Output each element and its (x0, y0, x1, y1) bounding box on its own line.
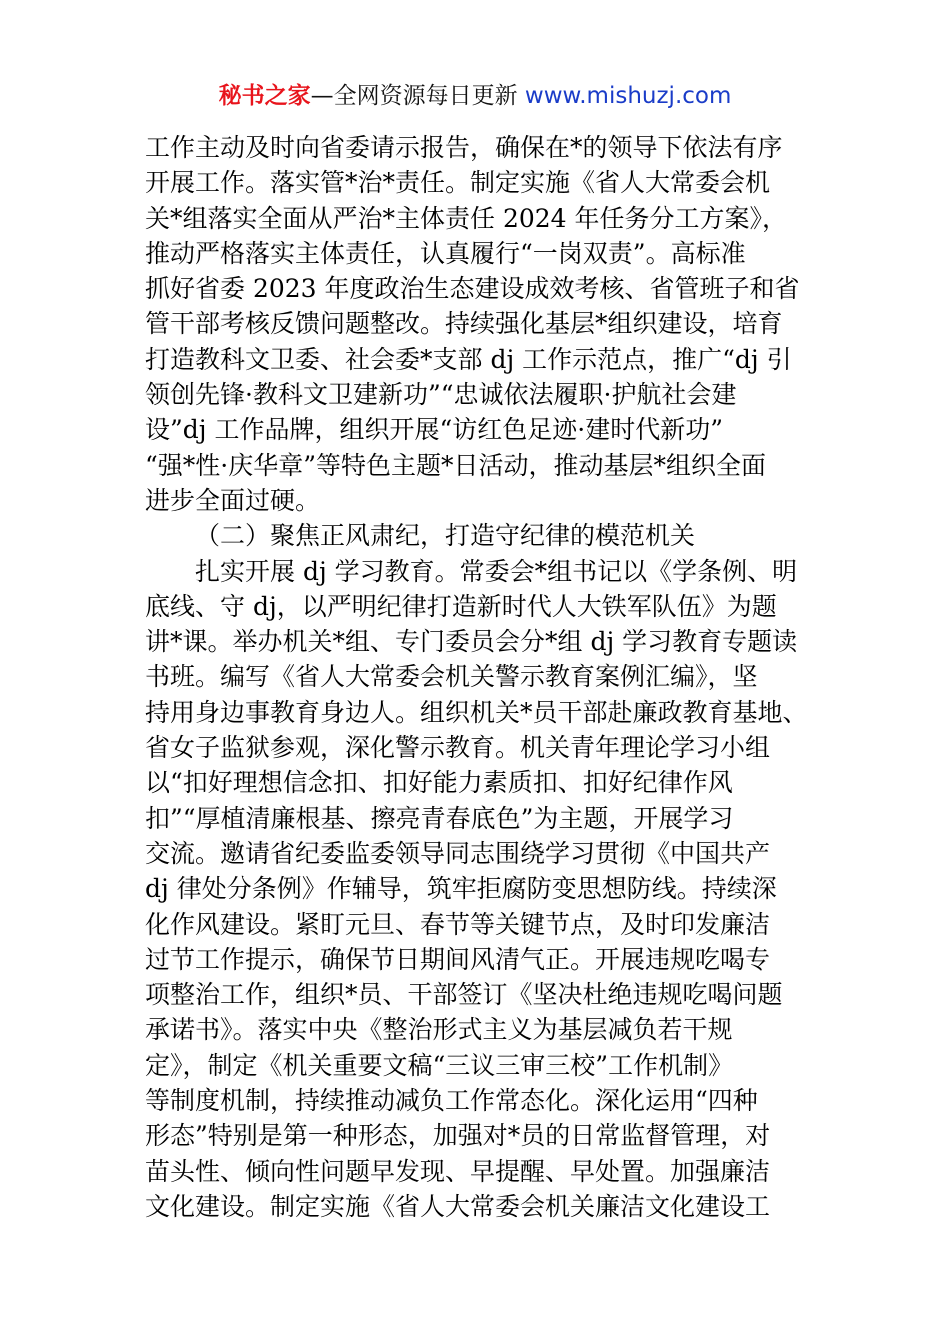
brand-name: 秘书之家 (218, 83, 311, 109)
text-line: 交流。邀请省纪委监委领导同志围绕学习贯彻《中国共产 (145, 838, 771, 868)
text-line: dj 律处分条例》作辅导，筑牢拒腐防变思想防线。持续深 (145, 874, 777, 904)
text-line: 文化建设。制定实施《省人大常委会机关廉洁文化建设工 (145, 1191, 771, 1221)
text-line: “强*性·庆华章”等特色主题*日活动，推动基层*组织全面 (145, 450, 767, 480)
text-line: 过节工作提示，确保节日期间风清气正。开展违规吃喝专 (145, 944, 771, 974)
text-line: 工作主动及时向省委请示报告，确保在*的领导下依法有序 (145, 133, 783, 162)
text-line: 打造教科文卫委、社会委*支部 dj 工作示范点，推广“dj 引 (145, 344, 792, 374)
text-line: 项整治工作，组织*员、干部签订《坚决杜绝违规吃喝问题 (145, 980, 783, 1010)
text-line: 定》，制定《机关重要文稿“三议三审三校”工作机制》 (145, 1050, 734, 1080)
text-line: 扣”“厚植清廉根基、擦亮青春底色”为主题，开展学习 (145, 803, 734, 833)
text-line: 承诺书》。落实中央《整治形式主义为基层减负若干规 (145, 1015, 733, 1045)
text-line: 持用身边事教育身边人。组织机关*员干部赴廉政教育基地、 (145, 697, 808, 727)
text-line: 讲*课。举办机关*组、专门委员会分*组 dj 学习教育专题读 (145, 627, 798, 657)
text-line: 化作风建设。紧盯元旦、春节等关键节点，及时印发廉洁 (145, 909, 771, 939)
text-line: 书班。编写《省人大常委会机关警示教育案例汇编》，坚 (145, 662, 758, 692)
text-line: 关*组落实全面从严治*主体责任 2024 年任务分工方案》， (145, 203, 788, 233)
text-line: 形态”特别是第一种形态，加强对*员的日常监督管理，对 (145, 1121, 771, 1151)
text-line: 以“扣好理想信念扣、扣好能力素质扣、扣好纪律作风 (145, 768, 733, 798)
paragraph-start: 扎实开展 dj 学习教育。常委会*组书记以《学条例、明 (195, 556, 798, 586)
text-line: 推动严格落实主体责任，认真履行“一岗双责”。高标准 (145, 238, 746, 268)
text-line: 设”dj 工作品牌，组织开展“访红色足迹·建时代新功” (145, 415, 723, 445)
header-tagline: —全网资源每日更新 (310, 83, 525, 109)
text-line: 抓好省委 2023 年度政治生态建设成效考核、省管班子和省 (145, 274, 800, 304)
text-line: 苗头性、倾向性问题早发现、早提醒、早处置。加强廉洁 (145, 1156, 771, 1186)
text-line: 省女子监狱参观，深化警示教育。机关青年理论学习小组 (145, 733, 771, 763)
text-line: 领创先锋·教科文卫建新功”“忠诚依法履职·护航社会建 (145, 380, 737, 410)
text-line: 管干部考核反馈问题整改。持续强化基层*组织建设，培育 (145, 309, 783, 339)
site-header (0, 80, 950, 112)
text-line: 底线、守 dj，以严明纪律打造新时代人大铁军队伍》为题 (145, 591, 777, 621)
text-line: 等制度机制，持续推动减负工作常态化。深化运用“四种 (145, 1086, 758, 1116)
section-heading: （二）聚焦正风肃纪，打造守纪律的模范机关 (195, 521, 696, 551)
document-body (145, 130, 825, 1224)
text-line: 开展工作。落实管*治*责任。制定实施《省人大常委会机 (145, 168, 771, 198)
site-url-link[interactable]: www.mishuzj.com (524, 83, 732, 109)
text-line: 进步全面过硬。 (145, 485, 321, 515)
